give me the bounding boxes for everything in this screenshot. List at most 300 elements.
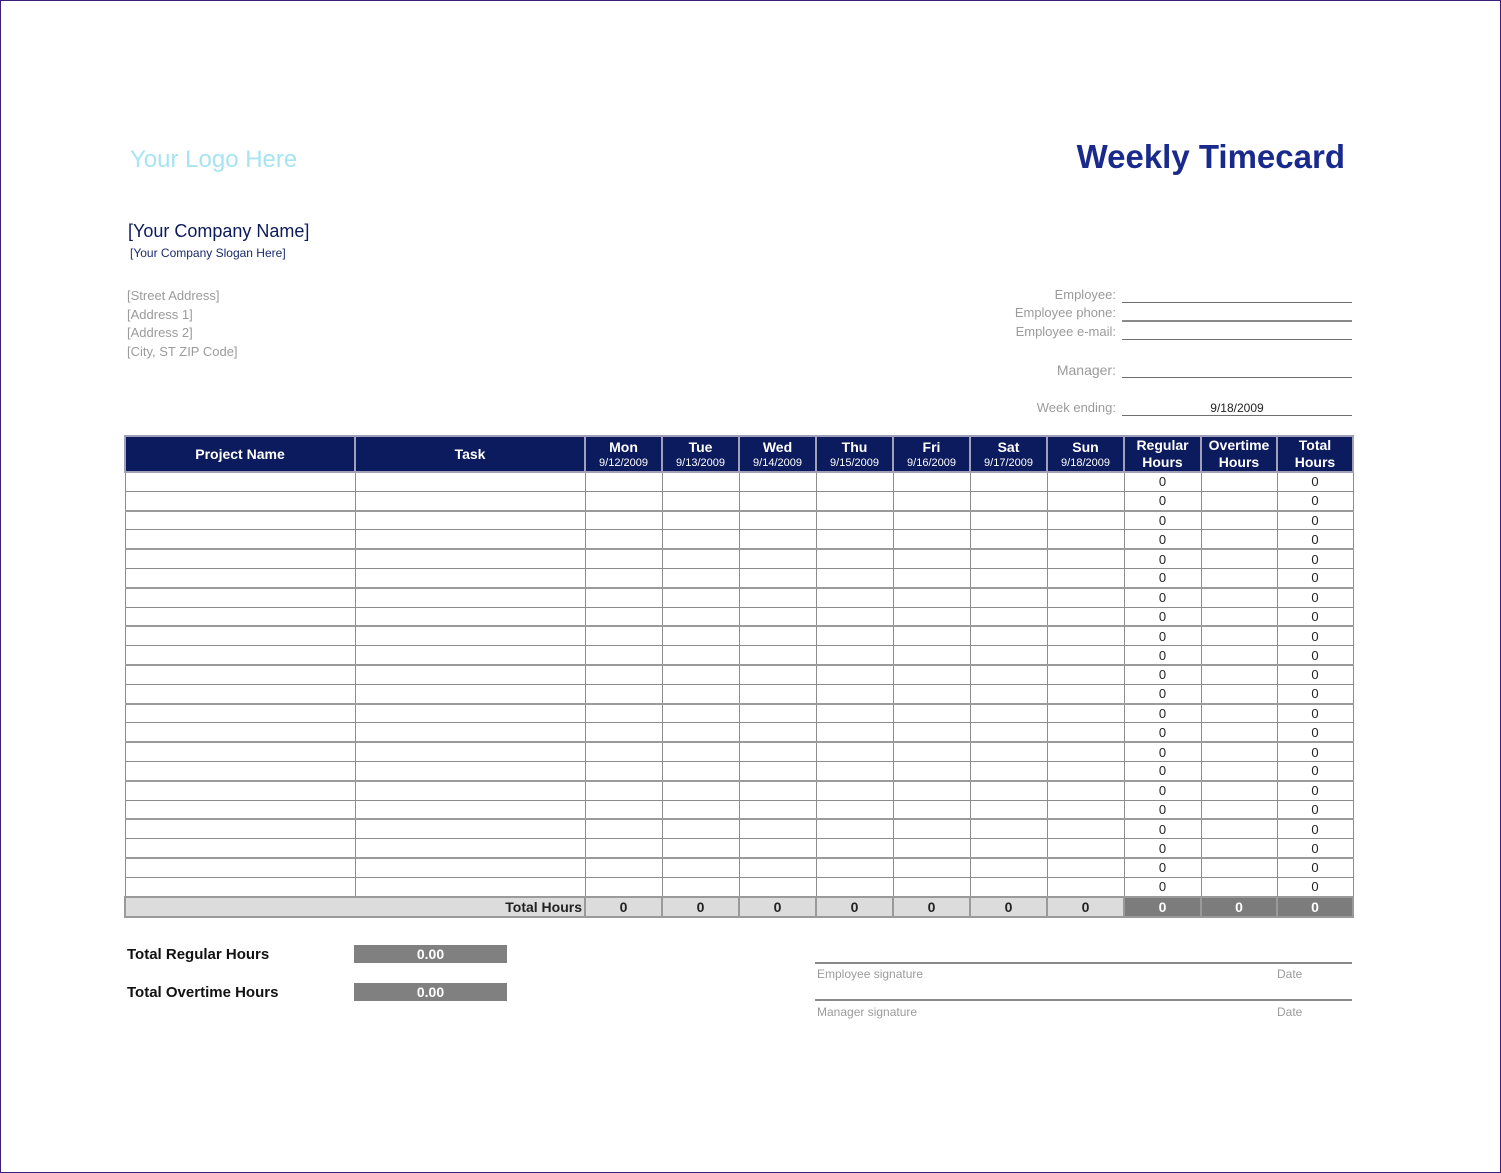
wed-cell[interactable]	[739, 646, 816, 665]
header-project-name: Project Name	[125, 436, 355, 472]
thu-cell[interactable]	[816, 858, 893, 877]
logo-placeholder: Your Logo Here	[130, 146, 298, 173]
mon-cell[interactable]	[585, 607, 662, 626]
tue-cell[interactable]	[662, 588, 739, 607]
fri-cell[interactable]	[893, 761, 970, 780]
sat-cell[interactable]	[970, 781, 1047, 800]
overtime-hours-cell[interactable]	[1201, 684, 1277, 703]
header-day-fri	[893, 436, 970, 472]
manager-signature-line[interactable]	[815, 999, 1352, 1001]
project-cell[interactable]	[125, 781, 355, 800]
project-cell[interactable]	[125, 858, 355, 877]
wed-cell[interactable]	[739, 549, 816, 568]
total-hours-cell: 0	[1277, 877, 1353, 896]
total-tue: 0	[662, 897, 739, 917]
table-row	[125, 472, 1353, 491]
wed-cell[interactable]	[739, 704, 816, 723]
project-cell[interactable]	[125, 588, 355, 607]
project-cell[interactable]	[125, 549, 355, 568]
sun-cell[interactable]	[1047, 607, 1124, 626]
task-cell[interactable]	[355, 684, 585, 703]
table-row	[125, 646, 1353, 665]
thu-cell[interactable]	[816, 588, 893, 607]
mon-cell[interactable]	[585, 549, 662, 568]
sun-cell[interactable]	[1047, 568, 1124, 587]
sun-cell[interactable]	[1047, 819, 1124, 838]
sat-cell[interactable]	[970, 858, 1047, 877]
task-cell[interactable]	[355, 472, 585, 491]
task-cell[interactable]	[355, 607, 585, 626]
manager-signature-label: Manager signature	[817, 1005, 918, 1019]
wed-cell[interactable]	[739, 568, 816, 587]
project-cell[interactable]	[125, 472, 355, 491]
mon-cell[interactable]	[585, 665, 662, 684]
sat-cell[interactable]	[970, 819, 1047, 838]
day-date: 9/15/2009	[830, 456, 879, 469]
sat-cell[interactable]	[970, 511, 1047, 530]
regular-hours-cell: 0	[1124, 491, 1201, 510]
sun-cell[interactable]	[1047, 588, 1124, 607]
employee-email-row	[900, 324, 1352, 342]
table-row	[125, 568, 1353, 587]
sun-cell[interactable]	[1047, 684, 1124, 703]
wed-cell[interactable]	[739, 819, 816, 838]
wed-cell[interactable]	[739, 858, 816, 877]
manager-date-label: Date	[1277, 1005, 1303, 1019]
regular-hours-cell: 0	[1124, 472, 1201, 491]
fri-cell[interactable]	[893, 491, 970, 510]
sun-cell[interactable]	[1047, 723, 1124, 742]
mon-cell[interactable]	[585, 781, 662, 800]
sun-cell[interactable]	[1047, 646, 1124, 665]
task-cell[interactable]	[355, 568, 585, 587]
table-row	[125, 800, 1353, 819]
task-cell[interactable]	[355, 646, 585, 665]
overtime-hours-cell[interactable]	[1201, 607, 1277, 626]
project-cell[interactable]	[125, 839, 355, 858]
overtime-hours-cell[interactable]	[1201, 723, 1277, 742]
fri-cell[interactable]	[893, 646, 970, 665]
header-text: Hours	[1218, 454, 1260, 470]
project-cell[interactable]	[125, 877, 355, 896]
mon-cell[interactable]	[585, 742, 662, 761]
thu-cell[interactable]	[816, 723, 893, 742]
project-cell[interactable]	[125, 626, 355, 645]
sat-cell[interactable]	[970, 646, 1047, 665]
overtime-hours-cell[interactable]	[1201, 472, 1277, 491]
tue-cell[interactable]	[662, 704, 739, 723]
task-cell[interactable]	[355, 858, 585, 877]
sat-cell[interactable]	[970, 665, 1047, 684]
task-cell[interactable]	[355, 839, 585, 858]
header-task: Task	[355, 436, 585, 472]
project-cell[interactable]	[125, 704, 355, 723]
sat-cell[interactable]	[970, 549, 1047, 568]
totals-row	[125, 897, 1353, 917]
header-total-hours	[1277, 436, 1353, 472]
fri-cell[interactable]	[893, 549, 970, 568]
thu-cell[interactable]	[816, 819, 893, 838]
sat-cell[interactable]	[970, 472, 1047, 491]
tue-cell[interactable]	[662, 626, 739, 645]
overtime-hours-cell[interactable]	[1201, 704, 1277, 723]
mon-cell[interactable]	[585, 839, 662, 858]
wed-cell[interactable]	[739, 530, 816, 549]
tue-cell[interactable]	[662, 781, 739, 800]
total-overtime-hours-label: Total Overtime Hours	[127, 984, 279, 1001]
mon-cell[interactable]	[585, 704, 662, 723]
overtime-hours-cell[interactable]	[1201, 819, 1277, 838]
sun-cell[interactable]	[1047, 491, 1124, 510]
overtime-hours-cell[interactable]	[1201, 742, 1277, 761]
header-text: Regular	[1136, 437, 1189, 453]
project-cell[interactable]	[125, 607, 355, 626]
sat-cell[interactable]	[970, 568, 1047, 587]
sun-cell[interactable]	[1047, 781, 1124, 800]
total-thu: 0	[816, 897, 893, 917]
sun-cell[interactable]	[1047, 742, 1124, 761]
thu-cell[interactable]	[816, 684, 893, 703]
project-cell[interactable]	[125, 819, 355, 838]
day-date: 9/18/2009	[1061, 456, 1110, 469]
fri-cell[interactable]	[893, 684, 970, 703]
sat-cell[interactable]	[970, 839, 1047, 858]
fri-cell[interactable]	[893, 723, 970, 742]
sun-cell[interactable]	[1047, 549, 1124, 568]
day-date: 9/12/2009	[599, 456, 648, 469]
wed-cell[interactable]	[739, 491, 816, 510]
thu-cell[interactable]	[816, 472, 893, 491]
mon-cell[interactable]	[585, 588, 662, 607]
sun-cell[interactable]	[1047, 877, 1124, 896]
task-cell[interactable]	[355, 877, 585, 896]
mon-cell[interactable]	[585, 800, 662, 819]
mon-cell[interactable]	[585, 530, 662, 549]
page-title: Weekly Timecard	[1076, 138, 1345, 175]
tue-cell[interactable]	[662, 742, 739, 761]
sat-cell[interactable]	[970, 530, 1047, 549]
table-row	[125, 877, 1353, 896]
thu-cell[interactable]	[816, 781, 893, 800]
employee-row	[900, 287, 1352, 305]
sun-cell[interactable]	[1047, 800, 1124, 819]
thu-cell[interactable]	[816, 839, 893, 858]
employee-email-field[interactable]	[1122, 339, 1352, 340]
fri-cell[interactable]	[893, 819, 970, 838]
wed-cell[interactable]	[739, 839, 816, 858]
header-day-sat	[970, 436, 1047, 472]
tue-cell[interactable]	[662, 530, 739, 549]
mon-cell[interactable]	[585, 819, 662, 838]
sat-cell[interactable]	[970, 704, 1047, 723]
header-overtime-hours	[1201, 436, 1277, 472]
address-city: [City, ST ZIP Code]	[127, 344, 238, 360]
task-cell[interactable]	[355, 491, 585, 510]
sat-cell[interactable]	[970, 742, 1047, 761]
table-row	[125, 723, 1353, 742]
task-cell[interactable]	[355, 800, 585, 819]
total-hours-cell: 0	[1277, 704, 1353, 723]
sat-cell[interactable]	[970, 723, 1047, 742]
sat-cell[interactable]	[970, 626, 1047, 645]
project-cell[interactable]	[125, 646, 355, 665]
fri-cell[interactable]	[893, 588, 970, 607]
manager-field[interactable]	[1122, 377, 1352, 378]
project-cell[interactable]	[125, 800, 355, 819]
regular-hours-cell: 0	[1124, 761, 1201, 780]
company-address	[127, 287, 238, 362]
thu-cell[interactable]	[816, 511, 893, 530]
header-regular-hours	[1124, 436, 1201, 472]
regular-hours-cell: 0	[1124, 646, 1201, 665]
total-hours-cell: 0	[1277, 800, 1353, 819]
task-cell[interactable]	[355, 704, 585, 723]
wed-cell[interactable]	[739, 684, 816, 703]
tue-cell[interactable]	[662, 646, 739, 665]
wed-cell[interactable]	[739, 800, 816, 819]
fri-cell[interactable]	[893, 626, 970, 645]
mon-cell[interactable]	[585, 761, 662, 780]
total-hours-cell: 0	[1277, 588, 1353, 607]
employee-field[interactable]	[1122, 302, 1352, 303]
regular-hours-cell: 0	[1124, 877, 1201, 896]
fri-cell[interactable]	[893, 800, 970, 819]
fri-cell[interactable]	[893, 530, 970, 549]
overtime-hours-cell[interactable]	[1201, 646, 1277, 665]
regular-hours-cell: 0	[1124, 839, 1201, 858]
overtime-hours-cell[interactable]	[1201, 549, 1277, 568]
mon-cell[interactable]	[585, 568, 662, 587]
mon-cell[interactable]	[585, 511, 662, 530]
mon-cell[interactable]	[585, 684, 662, 703]
manager-label: Manager:	[1056, 362, 1116, 378]
tue-cell[interactable]	[662, 858, 739, 877]
mon-cell[interactable]	[585, 646, 662, 665]
project-cell[interactable]	[125, 511, 355, 530]
tue-cell[interactable]	[662, 761, 739, 780]
thu-cell[interactable]	[816, 742, 893, 761]
tue-cell[interactable]	[662, 877, 739, 896]
table-row	[125, 684, 1353, 703]
header-day-tue	[662, 436, 739, 472]
overtime-hours-cell[interactable]	[1201, 511, 1277, 530]
fri-cell[interactable]	[893, 704, 970, 723]
employee-phone-field[interactable]	[1122, 320, 1352, 322]
task-cell[interactable]	[355, 626, 585, 645]
total-hours-cell: 0	[1277, 761, 1353, 780]
overtime-hours-cell[interactable]	[1201, 781, 1277, 800]
sat-cell[interactable]	[970, 877, 1047, 896]
project-cell[interactable]	[125, 684, 355, 703]
fri-cell[interactable]	[893, 781, 970, 800]
wed-cell[interactable]	[739, 607, 816, 626]
wed-cell[interactable]	[739, 877, 816, 896]
tue-cell[interactable]	[662, 800, 739, 819]
tue-cell[interactable]	[662, 549, 739, 568]
table-row	[125, 858, 1353, 877]
sat-cell[interactable]	[970, 800, 1047, 819]
mon-cell[interactable]	[585, 491, 662, 510]
overtime-hours-cell[interactable]	[1201, 568, 1277, 587]
tue-cell[interactable]	[662, 568, 739, 587]
overtime-hours-cell[interactable]	[1201, 877, 1277, 896]
overtime-hours-cell[interactable]	[1201, 491, 1277, 510]
task-cell[interactable]	[355, 761, 585, 780]
task-cell[interactable]	[355, 665, 585, 684]
timecard-table	[124, 435, 1354, 918]
fri-cell[interactable]	[893, 839, 970, 858]
mon-cell[interactable]	[585, 626, 662, 645]
fri-cell[interactable]	[893, 858, 970, 877]
thu-cell[interactable]	[816, 761, 893, 780]
task-cell[interactable]	[355, 819, 585, 838]
regular-hours-cell: 0	[1124, 742, 1201, 761]
table-row	[125, 839, 1353, 858]
table-row	[125, 665, 1353, 684]
thu-cell[interactable]	[816, 549, 893, 568]
thu-cell[interactable]	[816, 646, 893, 665]
task-cell[interactable]	[355, 781, 585, 800]
project-cell[interactable]	[125, 761, 355, 780]
sat-cell[interactable]	[970, 588, 1047, 607]
table-row	[125, 530, 1353, 549]
wed-cell[interactable]	[739, 723, 816, 742]
day-date: 9/13/2009	[676, 456, 725, 469]
wed-cell[interactable]	[739, 626, 816, 645]
overtime-hours-cell[interactable]	[1201, 626, 1277, 645]
tue-cell[interactable]	[662, 511, 739, 530]
thu-cell[interactable]	[816, 800, 893, 819]
sat-cell[interactable]	[970, 761, 1047, 780]
sun-cell[interactable]	[1047, 472, 1124, 491]
sat-cell[interactable]	[970, 684, 1047, 703]
thu-cell[interactable]	[816, 704, 893, 723]
wed-cell[interactable]	[739, 781, 816, 800]
overtime-hours-cell[interactable]	[1201, 858, 1277, 877]
header-day-thu	[816, 436, 893, 472]
wed-cell[interactable]	[739, 588, 816, 607]
table-row	[125, 704, 1353, 723]
employee-date-label: Date	[1277, 967, 1303, 981]
overtime-hours-cell[interactable]	[1201, 800, 1277, 819]
project-cell[interactable]	[125, 491, 355, 510]
mon-cell[interactable]	[585, 858, 662, 877]
sat-cell[interactable]	[970, 607, 1047, 626]
totals-label: Total Hours	[125, 897, 585, 917]
total-hours-cell: 0	[1277, 742, 1353, 761]
project-cell[interactable]	[125, 742, 355, 761]
total-hours-cell: 0	[1277, 684, 1353, 703]
wed-cell[interactable]	[739, 665, 816, 684]
fri-cell[interactable]	[893, 607, 970, 626]
sat-cell[interactable]	[970, 491, 1047, 510]
regular-hours-cell: 0	[1124, 549, 1201, 568]
regular-hours-cell: 0	[1124, 819, 1201, 838]
mon-cell[interactable]	[585, 472, 662, 491]
tue-cell[interactable]	[662, 723, 739, 742]
task-cell[interactable]	[355, 530, 585, 549]
wed-cell[interactable]	[739, 742, 816, 761]
tue-cell[interactable]	[662, 819, 739, 838]
wed-cell[interactable]	[739, 761, 816, 780]
day-date: 9/14/2009	[753, 456, 802, 469]
table-row	[125, 781, 1353, 800]
fri-cell[interactable]	[893, 877, 970, 896]
fri-cell[interactable]	[893, 472, 970, 491]
tue-cell[interactable]	[662, 472, 739, 491]
mon-cell[interactable]	[585, 877, 662, 896]
task-cell[interactable]	[355, 723, 585, 742]
task-cell[interactable]	[355, 511, 585, 530]
thu-cell[interactable]	[816, 877, 893, 896]
fri-cell[interactable]	[893, 511, 970, 530]
sun-cell[interactable]	[1047, 858, 1124, 877]
tue-cell[interactable]	[662, 684, 739, 703]
tue-cell[interactable]	[662, 491, 739, 510]
thu-cell[interactable]	[816, 626, 893, 645]
regular-hours-cell: 0	[1124, 530, 1201, 549]
tue-cell[interactable]	[662, 607, 739, 626]
employee-email-label: Employee e-mail:	[1015, 324, 1116, 339]
project-cell[interactable]	[125, 665, 355, 684]
fri-cell[interactable]	[893, 665, 970, 684]
wed-cell[interactable]	[739, 511, 816, 530]
fri-cell[interactable]	[893, 742, 970, 761]
sun-cell[interactable]	[1047, 626, 1124, 645]
total-hours-cell: 0	[1277, 530, 1353, 549]
task-cell[interactable]	[355, 742, 585, 761]
header-text: Overtime	[1208, 437, 1270, 453]
address-line-1: [Address 1]	[127, 306, 193, 322]
employee-phone-row	[900, 305, 1352, 323]
table-row	[125, 761, 1353, 780]
task-cell[interactable]	[355, 549, 585, 568]
sun-cell[interactable]	[1047, 761, 1124, 780]
week-ending-value[interactable]: 9/18/2009	[1210, 401, 1264, 415]
fri-cell[interactable]	[893, 568, 970, 587]
overtime-hours-cell[interactable]	[1201, 588, 1277, 607]
regular-hours-cell: 0	[1124, 684, 1201, 703]
sun-cell[interactable]	[1047, 665, 1124, 684]
overtime-hours-cell[interactable]	[1201, 530, 1277, 549]
overtime-hours-cell[interactable]	[1201, 665, 1277, 684]
thu-cell[interactable]	[816, 607, 893, 626]
sun-cell[interactable]	[1047, 530, 1124, 549]
sun-cell[interactable]	[1047, 839, 1124, 858]
thu-cell[interactable]	[816, 665, 893, 684]
regular-hours-cell: 0	[1124, 723, 1201, 742]
tue-cell[interactable]	[662, 665, 739, 684]
overtime-hours-cell[interactable]	[1201, 839, 1277, 858]
project-cell[interactable]	[125, 530, 355, 549]
project-cell[interactable]	[125, 723, 355, 742]
thu-cell[interactable]	[816, 491, 893, 510]
project-cell[interactable]	[125, 568, 355, 587]
wed-cell[interactable]	[739, 472, 816, 491]
sun-cell[interactable]	[1047, 511, 1124, 530]
thu-cell[interactable]	[816, 568, 893, 587]
tue-cell[interactable]	[662, 839, 739, 858]
table-header	[125, 436, 1353, 472]
sun-cell[interactable]	[1047, 704, 1124, 723]
total-hours-cell: 0	[1277, 626, 1353, 645]
overtime-hours-cell[interactable]	[1201, 761, 1277, 780]
thu-cell[interactable]	[816, 530, 893, 549]
employee-signature-line[interactable]	[815, 962, 1352, 964]
total-hours-cell: 0	[1277, 646, 1353, 665]
mon-cell[interactable]	[585, 723, 662, 742]
task-cell[interactable]	[355, 588, 585, 607]
